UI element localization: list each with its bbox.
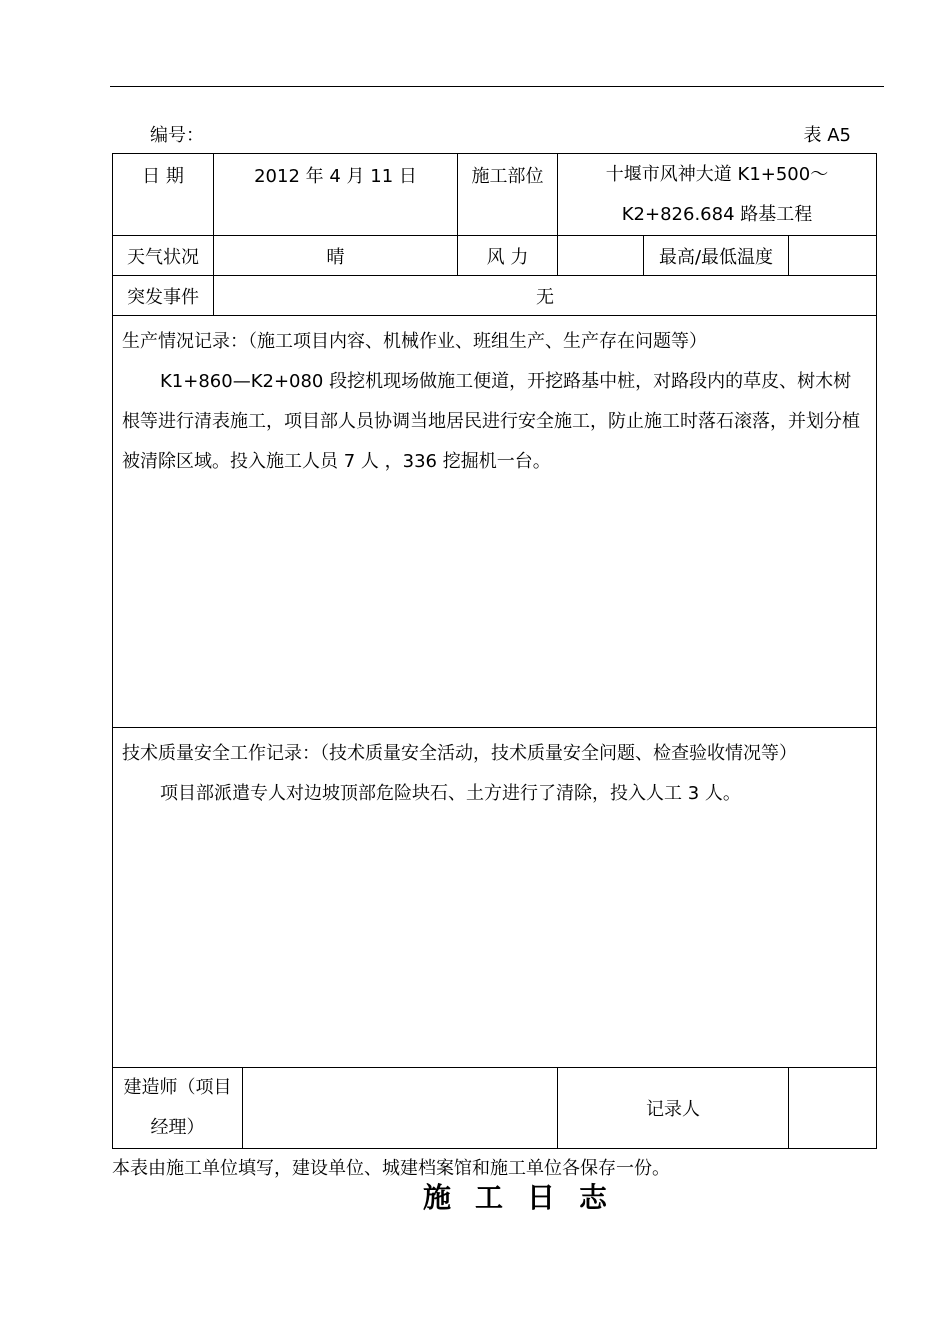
- location-value: [558, 154, 877, 236]
- production-cell: [113, 316, 877, 728]
- temperature-label: 最高/最低温度: [644, 236, 789, 276]
- document-title: 施工日志: [422, 1181, 631, 1214]
- quality-section: [113, 728, 877, 1068]
- date-label: 日 期: [113, 154, 214, 236]
- weather-row: [113, 236, 877, 276]
- incident-row: [113, 276, 877, 316]
- weather-value: 晴: [214, 236, 458, 276]
- temperature-value: [789, 236, 877, 276]
- manager-label-line-2: 经理）: [150, 1117, 205, 1138]
- signature-row: [113, 1068, 877, 1149]
- production-heading: 生产情况记录：（施工项目内容、机械作业、班组生产、生产存在问题等）: [122, 331, 707, 352]
- quality-text: 项目部派遣专人对边坡顶部危险块石、土方进行了清除，投入人工 3 人。: [160, 783, 741, 804]
- manager-signature-field[interactable]: [243, 1068, 558, 1149]
- location-label: 施工部位: [458, 154, 558, 236]
- manager-label: [113, 1068, 243, 1149]
- date-value: 2012 年 4 月 11 日: [214, 154, 458, 236]
- quality-cell: [113, 728, 877, 1068]
- wind-value: [558, 236, 644, 276]
- location-line-2: K2+826.684 路基工程: [621, 203, 813, 225]
- incident-label: 突发事件: [113, 276, 214, 316]
- form-number-label: 编号：: [150, 125, 204, 146]
- production-section: [113, 316, 877, 728]
- date-row: [113, 154, 877, 236]
- quality-heading: 技术质量安全工作记录：（技术质量安全活动，技术质量安全问题、检查验收情况等）: [122, 743, 797, 764]
- production-text: K1+860—K2+080 段挖机现场做施工便道，开挖路基中桩，对路段内的草皮、树木树根等进行清表施工，项目部人员协调当地居民进行安全施工，防止施工时落石滚落，并划分植被清除区域。投入施工人员 7 人 ，336 挖掘机一台。: [122, 371, 860, 472]
- recorder-label: 记录人: [558, 1068, 789, 1149]
- manager-label-line-1: 建造师（项目: [123, 1077, 232, 1098]
- incident-value: 无: [214, 276, 877, 316]
- recorder-signature-field[interactable]: [789, 1068, 877, 1149]
- weather-label: 天气状况: [113, 236, 214, 276]
- top-rule: [110, 86, 884, 87]
- construction-log-table: [112, 153, 877, 1149]
- form-code: 表 A5: [803, 125, 851, 146]
- location-line-1: 十堰市风神大道 K1+500～: [605, 163, 829, 185]
- footer-note: 本表由施工单位填写，建设单位、城建档案馆和施工单位各保存一份。: [112, 1158, 670, 1179]
- wind-label: 风 力: [458, 236, 558, 276]
